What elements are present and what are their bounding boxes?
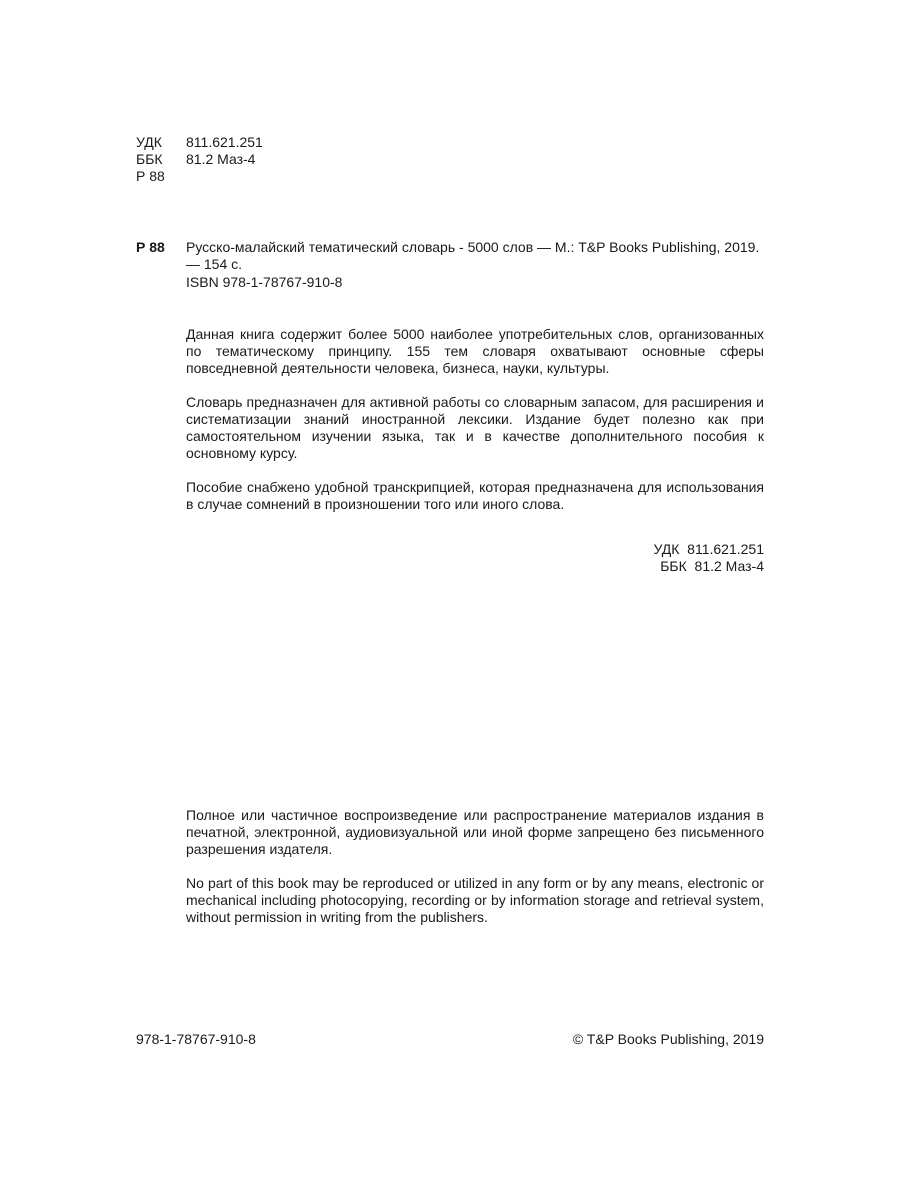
classification-right <box>600 541 764 575</box>
classification-udk: УДК 811.621.251 <box>653 541 764 557</box>
catalog-entry <box>136 239 776 291</box>
annotation-paragraph: Пособие снабжено удобной транскрипцией, которая предназначена для использования в случае сомнений в произношении того или иного слова. <box>186 479 764 512</box>
classification-value: 811.621.251 <box>186 134 263 150</box>
classification-row-bbk <box>136 151 263 168</box>
catalog-isbn: ISBN 978-1-78767-910-8 <box>186 274 343 290</box>
classification-top <box>136 134 263 185</box>
annotation-paragraph: Словарь предназначен для активной работы со словарным запасом, для расширения и систематизации знаний иностранной лексики. Издание будет полезно как при самостоятельном изучении языка, так и в качестве дополнительного пособия к основному курсу. <box>186 394 764 461</box>
rights-notice-ru: Полное или частичное воспроизведение или распространение материалов издания в печатной, электронной, аудиовизуальной или иной форме запрещено без письменного разрешения издателя. <box>186 807 764 857</box>
catalog-code: Р 88 <box>136 239 165 255</box>
annotation-paragraph: Данная книга содержит более 5000 наиболее употребительных слов, организованных по тематическому принципу. 155 тем словаря охватывают основные сферы повседневной деятельности человека, бизнеса, науки, культуры. <box>186 326 764 376</box>
footer-isbn: 978-1-78767-910-8 <box>136 1031 256 1047</box>
classification-row-udk <box>136 134 263 151</box>
classification-row-author-mark <box>136 168 263 185</box>
footer-copyright: © T&P Books Publishing, 2019 <box>572 1031 764 1047</box>
classification-key: ББК <box>136 151 163 167</box>
rights-notice <box>186 807 764 943</box>
rights-notice-en: No part of this book may be reproduced or utilized in any form or by any means, electronic or mechanical including photocopying, recording or by information storage and retrieval system, without permission in writing from the publishers. <box>186 875 764 925</box>
classification-key: УДК <box>136 134 162 150</box>
classification-bbk: ББК 81.2 Маз-4 <box>660 558 764 574</box>
catalog-description: Русско-малайский тематический словарь - 5000 слов — М.: T&P Books Publishing, 2019. — 154 с. <box>186 239 760 272</box>
classification-value: 81.2 Маз-4 <box>186 151 256 167</box>
classification-key: Р 88 <box>136 168 165 184</box>
annotation <box>186 326 764 530</box>
